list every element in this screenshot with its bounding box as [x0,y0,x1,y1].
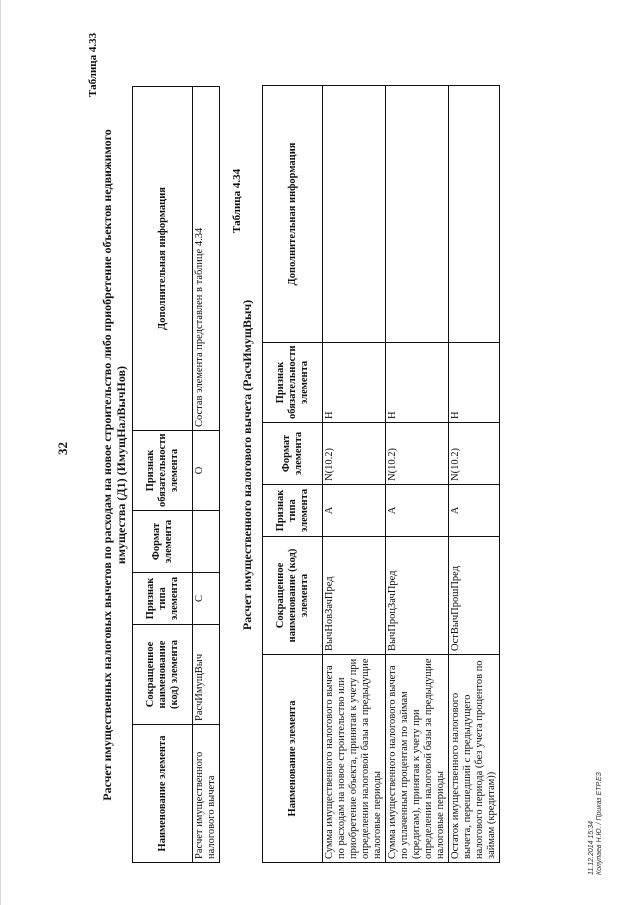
cell-format: N(10.2) [386,423,449,485]
cell-name: Сумма имущественного налогового вычета по уплаченным процентам по займам (кредитам), принятая к учету при определении налоговой базы за предыдущие налоговые периоды [386,655,449,863]
footer-author: Колупаев Н.Ю. / Приказ ЕТР.ЕЗ [596,772,603,875]
table-label-4-33: Таблица 4.33 [87,32,99,97]
cell-required: О [193,431,220,511]
col-header-info: Дополнительная информация [133,87,193,431]
footer-timestamp: 11.12.2014 15:34 [588,821,595,875]
cell-format: N(10.2) [323,423,386,485]
table1-title [100,65,128,865]
cell-type: А [386,485,449,537]
table-4-33 [132,86,220,863]
table-row [386,86,449,863]
footer-stamp [588,772,604,875]
table-row [193,87,220,863]
table2-title: Расчет имущественного налогового вычета (РасчИмущВыч) [240,299,254,631]
cell-name: Расчет имущественного налогового вычета [193,725,220,863]
col-header-required: Признак обязательности элемента [263,343,323,423]
cell-info [449,86,500,343]
table-header-row [263,86,323,863]
cell-name: Сумма имущественного налогового вычета по расходам на новое строительство или приобретение объекта, принятая к учету при определении налоговой базы за предыдущие налоговые периоды [323,655,386,863]
cell-code: РасчИмущВыч [193,625,220,725]
cell-format: N(10.2) [449,423,500,485]
cell-format [193,511,220,573]
cell-type: А [449,485,500,537]
table1-title-line2: имущества (Д1) (ИмущНалВычНов) [114,365,128,565]
table-row [449,86,500,863]
cell-type: А [323,485,386,537]
cell-code: ВычНовЗачПред [323,537,386,655]
col-header-code: Сокращенное наименование (код) элемента [263,537,323,655]
cell-code: ВычПроцЗачПред [386,537,449,655]
col-header-code: Сокращенное наименование (код) элемента [133,625,193,725]
col-header-format: Формат элемента [263,423,323,485]
page-number: 32 [55,442,70,455]
cell-required: Н [449,343,500,423]
table-row [323,86,386,863]
col-header-required: Признак обязательности элемента [133,431,193,511]
col-header-format: Формат элемента [133,511,193,573]
cell-name: Остаток имущественного налогового вычета, перешедший с предыдущего налогового периода (без учета процентов по займам (кредитам)) [449,655,500,863]
table-4-34 [262,85,500,863]
col-header-name: Наименование элемента [263,655,323,863]
col-header-type: Признак типа элемента [133,573,193,625]
table-label-4-34: Таблица 4.34 [231,168,243,233]
table1-title-line1: Расчет имущественных налоговых вычетов по расходам на новое строительство либо приобретение объектов недвижимого [100,129,114,801]
cell-required: Н [323,343,386,423]
cell-code: ОстВычПрошПред [449,537,500,655]
cell-required: Н [386,343,449,423]
col-header-info: Дополнительная информация [263,86,323,343]
table-header-row [133,87,193,863]
cell-info [323,86,386,343]
cell-info [386,86,449,343]
col-header-name: Наименование элемента [133,725,193,863]
col-header-type: Признак типа элемента [263,485,323,537]
cell-info: Состав элемента представлен в таблице 4.34 [193,87,220,431]
cell-type: С [193,573,220,625]
